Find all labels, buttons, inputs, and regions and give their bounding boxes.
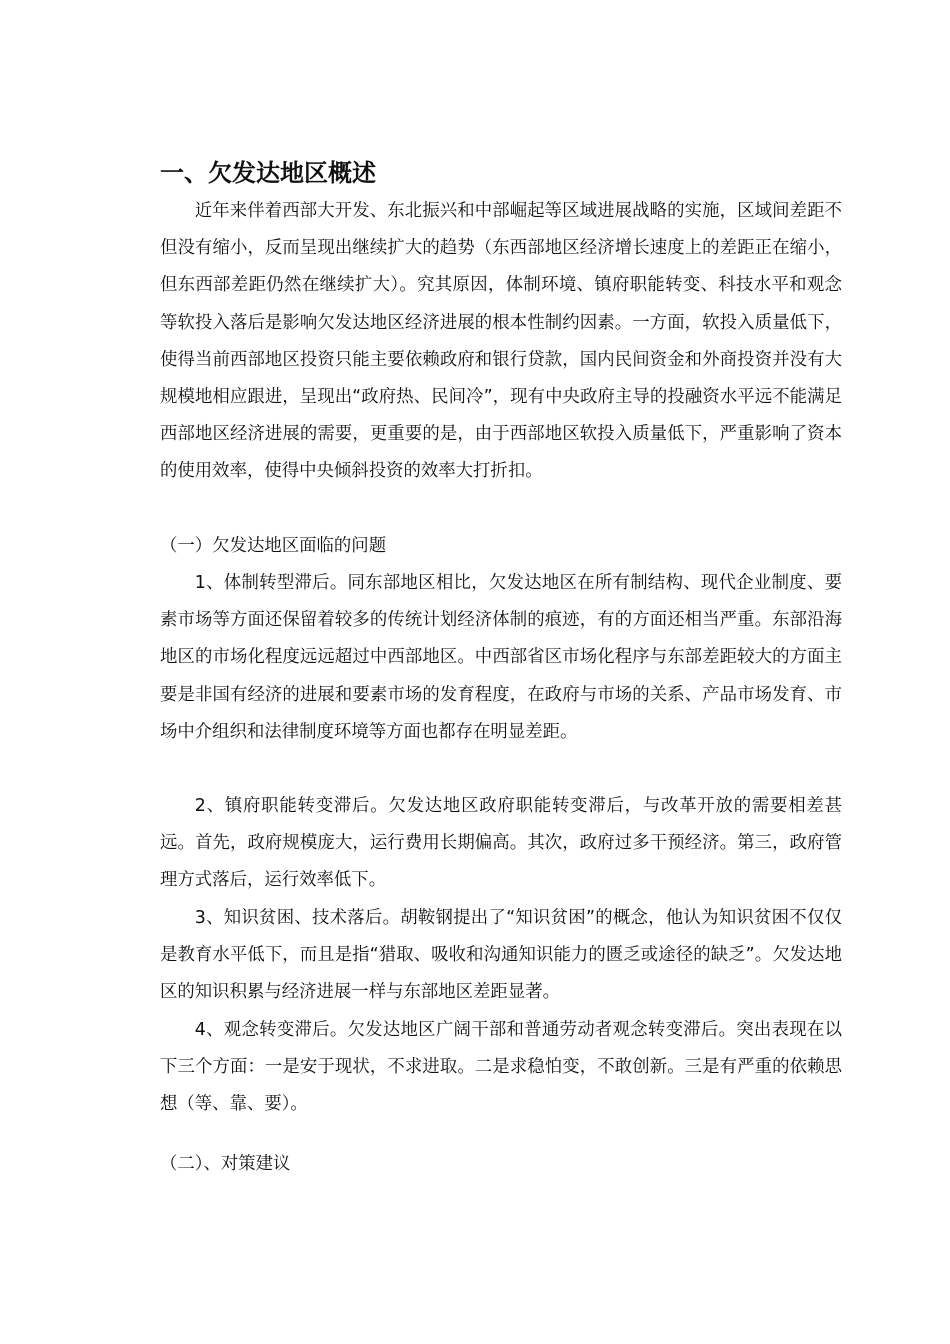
- section-heading: 一、欠发达地区概述: [160, 159, 376, 187]
- subsection-heading-suggestions: （二）、对策建议: [160, 1154, 291, 1174]
- intro-paragraph: 近年来伴着西部大开发、东北振兴和中部崛起等区域进展战略的实施，区域间差距不但没有缩小，反而呈现出继续扩大的趋势（东西部地区经济增长速度上的差距正在缩小，但东西部差距仍然在继续扩大）。究其原因，体制环境、镇府职能转变、科技水平和观念等软投入落后是影响欠发达地区经济进展的根本性制约因素。一方面，软投入质量低下，使得当前西部地区投资只能主要依赖政府和银行贷款，国内民间资金和外商投资并没有大规模地相应跟进，呈现出“政府热、民间冷”，现有中央政府主导的投融资水平远不能满足西部地区经济进展的需要，更重要的是，由于西部地区软投入质量低下，严重影响了资本的使用效率，使得中央倾斜投资的效率大打折扣。: [160, 201, 842, 482]
- problem-item-knowledge: 3、知识贫困、技术落后。胡鞍钢提出了“知识贫困”的概念，他认为知识贫困不仅仅是教育水平低下，而且是指“猎取、吸收和沟通知识能力的匮乏或途径的缺乏”。欠发达地区的知识积累与经济进展一样与东部地区差距显著。: [160, 908, 842, 1003]
- subsection-heading-problems: （一）欠发达地区面临的问题: [160, 536, 387, 556]
- problem-item-government: 2、镇府职能转变滞后。欠发达地区政府职能转变滞后，与改革开放的需要相差甚远。首先，政府规模庞大，运行费用长期偏高。其次，政府过多干预经济。第三，政府管理方式落后，运行效率低下。: [160, 796, 842, 891]
- problem-item-institutional: 1、体制转型滞后。同东部地区相比，欠发达地区在所有制结构、现代企业制度、要素市场等方面还保留着较多的传统计划经济体制的痕迹，有的方面还相当严重。东部沿海地区的市场化程度远远超过中西部地区。中西部省区市场化程序与东部差距较大的方面主要是非国有经济的进展和要素市场的发育程度，在政府与市场的关系、产品市场发育、市场中介组织和法律制度环境等方面也都存在明显差距。: [160, 573, 842, 742]
- problem-item-mindset: 4、观念转变滞后。欠发达地区广阔干部和普通劳动者观念转变滞后。突出表现在以下三个方面：一是安于现状，不求进取。二是求稳怕变，不敢创新。三是有严重的依赖思想（等、靠、要）。: [160, 1020, 842, 1115]
